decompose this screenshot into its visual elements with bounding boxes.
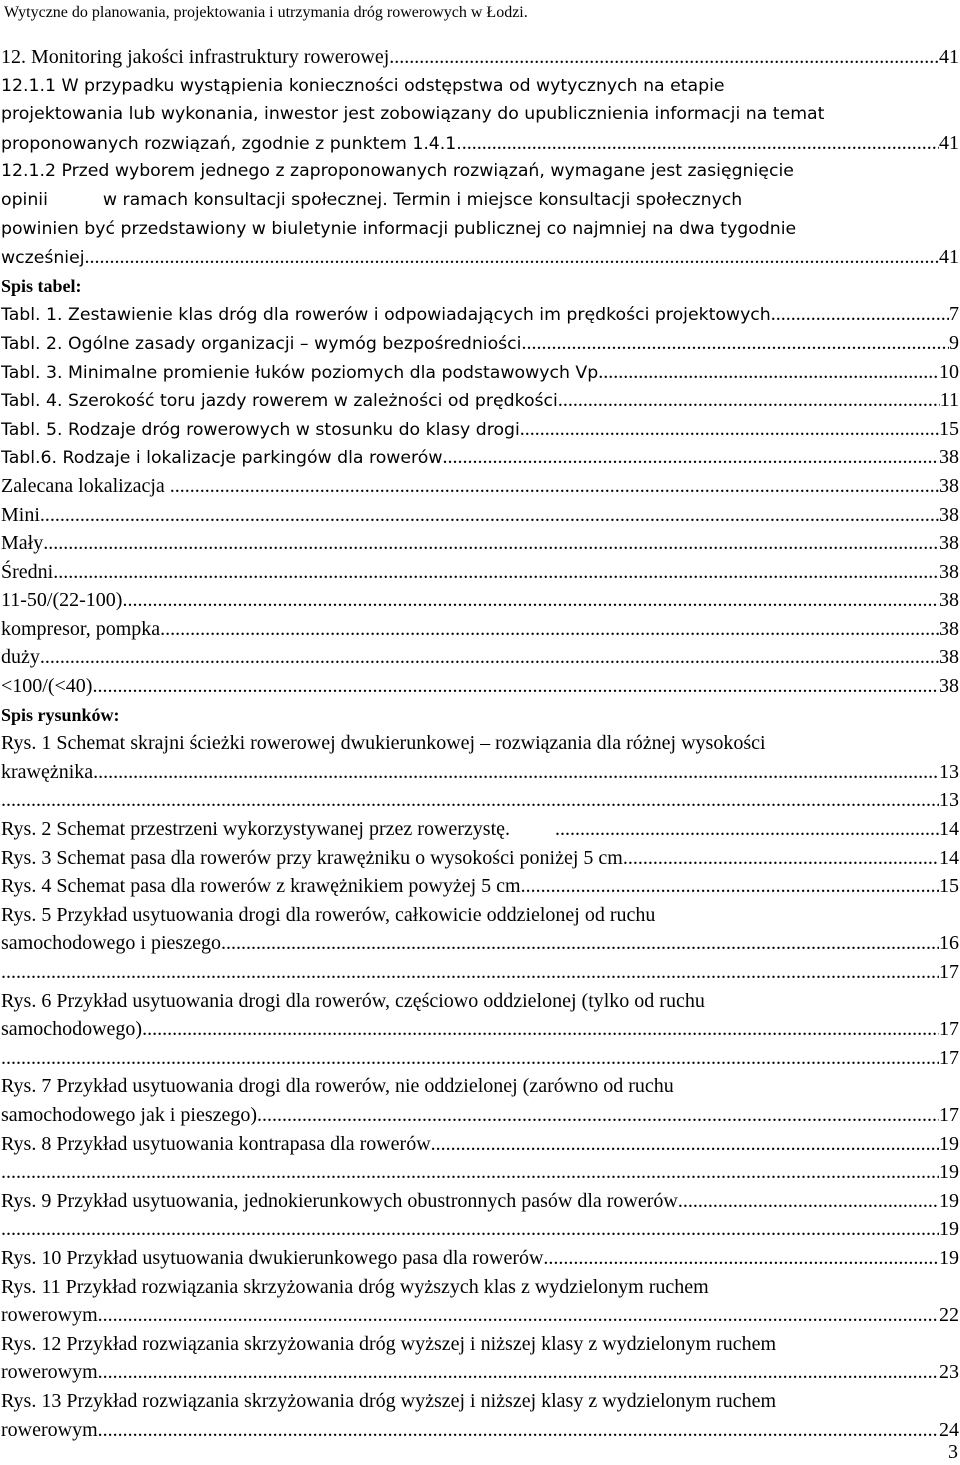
toc-dot-leader	[558, 386, 940, 415]
toc-entry-text: proponowanych rozwiązań, zgodnie z punktem 1.4.1.	[1, 133, 462, 154]
toc-entry[interactable]	[1, 1416, 959, 1445]
toc-entry-text: rowerowym	[1, 1304, 98, 1327]
toc-entry[interactable]	[1, 758, 959, 787]
toc-dot-leader	[160, 615, 939, 644]
toc-page-number: 14	[939, 846, 959, 869]
toc-dot-leader	[1, 1044, 939, 1073]
toc-dot-leader	[555, 815, 939, 844]
toc-entry[interactable]	[1, 129, 959, 158]
toc-page-number: 17	[939, 1046, 959, 1069]
toc-entry[interactable]	[1, 1015, 959, 1044]
toc-page-number: 16	[939, 932, 959, 955]
toc-page-number: 15	[939, 875, 959, 898]
toc-page-number: 22	[939, 1304, 959, 1327]
toc-entry-text: samochodowego)	[1, 1018, 143, 1041]
toc-dot-leader	[43, 529, 939, 558]
toc-entry[interactable]	[1, 558, 959, 587]
toc-page-number: 19	[939, 1218, 959, 1241]
toc-dot-leader	[1, 786, 939, 815]
toc-entry-text: Tabl. 4. Szerokość toru jazdy rowerem w zależności od prędkości	[1, 391, 558, 412]
toc-entry[interactable]	[1, 300, 959, 329]
toc-entry-text: Mini	[1, 503, 40, 526]
toc-entry[interactable]	[1, 1301, 959, 1330]
toc-entry[interactable]	[1, 958, 959, 987]
toc-page-number: 38	[939, 646, 959, 669]
toc-entry-text: projektowania lub wykonania, inwestor jest zobowiązany do upublicznienia informacji na temat	[1, 104, 825, 125]
toc-page-number: 9	[949, 331, 959, 354]
toc-entry-text: wcześniej	[1, 248, 85, 269]
toc-entry[interactable]	[1, 43, 959, 72]
toc-dot-leader	[142, 1015, 939, 1044]
toc-entry[interactable]	[1, 1358, 959, 1387]
toc-entry	[1, 987, 959, 1016]
toc-entry-text: 11-50/(22-100)	[1, 589, 123, 612]
toc-entry	[1, 215, 959, 244]
toc-dot-leader	[40, 501, 939, 530]
toc-entry	[1, 729, 959, 758]
toc-dot-leader	[1, 1158, 939, 1187]
toc-page-number: 38	[939, 474, 959, 497]
toc-entry[interactable]	[1, 643, 959, 672]
toc-entry[interactable]	[1, 501, 959, 530]
toc-page-number: 38	[939, 560, 959, 583]
toc-dot-leader	[462, 129, 939, 158]
toc-entry-text: opinii w ramach konsultacji społecznej. Termin i miejsce konsultacji społecznych	[1, 189, 743, 210]
toc-entry-text: Tabl. 2. Ogólne zasady organizacji – wymóg bezpośredniości	[1, 333, 522, 354]
toc-entry[interactable]	[1, 1158, 959, 1187]
toc-entry[interactable]	[1, 586, 959, 615]
toc-page-number: 15	[939, 417, 959, 440]
toc-entry[interactable]	[1, 815, 959, 844]
toc-page-number: 41	[939, 46, 959, 68]
toc-dot-leader	[221, 929, 939, 958]
toc-entry-text: Średni	[1, 560, 54, 583]
toc-page-number: 38	[939, 503, 959, 526]
toc-entry-text: 12.1.1 W przypadku wystąpienia konieczności odstępstwa od wytycznych na etapie	[1, 75, 725, 96]
toc-entry-text: rowerowym	[1, 1418, 98, 1441]
toc-page-number: 10	[939, 360, 959, 383]
toc-page-number: 13	[939, 789, 959, 812]
toc-entry[interactable]	[1, 329, 959, 358]
running-header: Wytyczne do planowania, projektowania i utrzymania dróg rowerowych w Łodzi.	[4, 4, 528, 21]
toc-entry-text: Tabl. 5. Rodzaje dróg rowerowych w stosunku do klasy drogi	[1, 419, 520, 440]
toc-entry-text: Tabl. 3. Minimalne promienie łuków poziomych dla podstawowych Vp	[1, 362, 599, 383]
toc-dot-leader	[85, 243, 939, 272]
toc-entry-text: 12.1.2 Przed wyborem jednego z zaproponowanych rozwiązań, wymagane jest zasięgnięcie	[1, 161, 794, 182]
toc-page-number: 17	[939, 1103, 959, 1126]
toc-dot-leader	[257, 1101, 939, 1130]
toc-entry[interactable]	[1, 844, 959, 873]
toc-entry-text: Rys. 12 Przykład rozwiązania skrzyżowania dróg wyższej i niższej klasy z wydzielonym ruchem	[1, 1332, 777, 1355]
toc-dot-leader	[53, 558, 939, 587]
toc-entry-text: 12. Monitoring jakości infrastruktury rowerowej	[1, 46, 390, 68]
toc-dot-leader	[93, 758, 939, 787]
toc-entry-text: Tabl.6. Rodzaje i lokalizacje parkingów dla rowerów	[1, 448, 443, 469]
toc-entry	[1, 901, 959, 930]
toc-dot-leader	[543, 1244, 939, 1273]
toc-entry-text: Rys. 3 Schemat pasa dla rowerów przy krawężniku o wysokości poniżej 5 cm	[1, 846, 623, 869]
toc-entry[interactable]	[1, 386, 959, 415]
toc-entry	[1, 1330, 959, 1359]
toc-entry[interactable]	[1, 529, 959, 558]
toc-entry	[1, 1387, 959, 1416]
toc-page-number: 38	[939, 446, 959, 469]
toc-entry-text: Rys. 9 Przykład usytuowania, jednokierunkowych obustronnych pasów dla rowerów	[1, 1189, 678, 1212]
toc-entry[interactable]	[1, 1187, 959, 1216]
toc-entry[interactable]	[1, 615, 959, 644]
toc-page-number: 19	[939, 1189, 959, 1212]
toc-dot-leader	[92, 672, 939, 701]
toc-entry-text: Rys. 2 Schemat przestrzeni wykorzystywanej przez rowerzystę.	[1, 818, 556, 841]
toc-entry-text: Rys. 7 Przykład usytuowania drogi dla rowerów, nie oddzielonej (zarówno od ruchu	[1, 1075, 674, 1098]
toc-page-number: 17	[939, 961, 959, 983]
toc-entry-text: kompresor, pompka	[1, 617, 161, 640]
toc-dot-leader	[98, 1301, 939, 1330]
toc-page-number: 11	[939, 389, 959, 412]
toc-page-number: 41	[939, 131, 959, 154]
toc-dot-leader	[520, 415, 939, 444]
toc-dot-leader	[678, 1187, 939, 1216]
toc-entry	[1, 1273, 959, 1302]
toc-dot-leader	[122, 586, 939, 615]
toc-entry-text: Rys. 6 Przykład usytuowania drogi dla rowerów, częściowo oddzielonej (tylko od ruchu	[1, 989, 705, 1012]
toc-dot-leader	[40, 643, 939, 672]
toc-entry-text: Spis rysunków:	[1, 704, 120, 725]
toc-entry[interactable]	[1, 443, 959, 472]
toc-entry-text: rowerowym	[1, 1361, 98, 1384]
toc-dot-leader	[521, 329, 949, 358]
toc-entry[interactable]	[1, 672, 959, 701]
toc-entry[interactable]	[1, 1215, 959, 1244]
toc-entry-text: Rys. 4 Schemat pasa dla rowerów z krawężnikiem powyżej 5 cm	[1, 875, 521, 898]
toc-dot-leader	[98, 1358, 939, 1387]
toc-entry-text: powinien być przedstawiony w biuletynie informacji publicznej co najmniej na dwa tygodnie	[1, 218, 797, 239]
toc-page-number: 38	[939, 589, 959, 612]
toc-entry-text: Zalecana lokalizacja	[1, 474, 170, 497]
toc-entry	[1, 157, 959, 186]
toc-entry[interactable]	[1, 872, 959, 901]
toc-entry[interactable]	[1, 243, 959, 272]
toc-dot-leader	[431, 1130, 939, 1159]
toc-page-number: 19	[939, 1161, 959, 1184]
toc-entry-text: Tabl. 1. Zestawienie klas dróg dla rowerów i odpowiadających im prędkości projektowych	[1, 305, 771, 326]
table-of-contents	[1, 43, 959, 1444]
toc-page-number: 19	[939, 1132, 959, 1155]
toc-entry[interactable]	[1, 1101, 959, 1130]
page-number: 3	[948, 1441, 958, 1463]
toc-entry	[1, 72, 959, 101]
toc-page-number: 38	[939, 617, 959, 640]
toc-entry-text: Rys. 11 Przykład rozwiązania skrzyżowania dróg wyższych klas z wydzielonym ruchem	[1, 1275, 709, 1298]
toc-entry-text: duży	[1, 646, 40, 669]
toc-entry[interactable]	[1, 1244, 959, 1273]
toc-dot-leader	[598, 358, 939, 387]
toc-entry-text: Spis tabel:	[1, 275, 82, 296]
toc-entry[interactable]	[1, 929, 959, 958]
toc-entry-text: Rys. 13 Przykład rozwiązania skrzyżowania dróg wyższej i niższej klasy z wydzielonym ruchem	[1, 1389, 777, 1412]
toc-entry[interactable]	[1, 786, 959, 815]
toc-dot-leader	[98, 1416, 939, 1445]
toc-entry	[1, 100, 959, 129]
toc-page-number: 38	[939, 532, 959, 555]
toc-entry	[1, 272, 959, 301]
toc-page-number: 23	[939, 1361, 959, 1384]
toc-entry-text: Rys. 10 Przykład usytuowania dwukierunkowego pasa dla rowerów	[1, 1246, 544, 1269]
toc-dot-leader	[521, 872, 939, 901]
toc-page-number: 14	[939, 818, 959, 841]
toc-entry[interactable]	[1, 472, 959, 501]
toc-entry-text: samochodowego i pieszego	[1, 932, 221, 955]
toc-entry-text: Rys. 5 Przykład usytuowania drogi dla rowerów, całkowicie oddzielonej od ruchu	[1, 903, 656, 926]
toc-dot-leader	[389, 43, 939, 72]
toc-entry[interactable]	[1, 1044, 959, 1073]
toc-dot-leader	[443, 443, 940, 472]
toc-page-number: 17	[939, 1018, 959, 1041]
toc-entry-text: Rys. 1 Schemat skrajni ścieżki rowerowej dwukierunkowej – rozwiązania dla różnej wysokości	[1, 732, 766, 755]
toc-dot-leader	[1, 1215, 939, 1244]
toc-entry-text: samochodowego jak i pieszego)	[1, 1103, 258, 1126]
toc-entry	[1, 186, 959, 215]
toc-entry-text: Mały	[1, 532, 44, 555]
toc-dot-leader	[771, 300, 949, 329]
toc-page-number: 19	[939, 1246, 959, 1269]
toc-page-number: 7	[949, 303, 959, 326]
toc-entry[interactable]	[1, 415, 959, 444]
toc-entry-text: krawężnika	[1, 760, 94, 783]
toc-page-number: 38	[939, 675, 959, 698]
toc-entry[interactable]	[1, 1130, 959, 1159]
toc-entry-text: Rys. 8 Przykład usytuowania kontrapasa dla rowerów	[1, 1132, 431, 1155]
toc-dot-leader	[623, 844, 939, 873]
toc-page-number: 41	[939, 246, 959, 269]
toc-page-number: 24	[939, 1418, 959, 1441]
toc-page-number: 13	[939, 760, 959, 783]
toc-dot-leader	[1, 958, 939, 987]
toc-entry	[1, 701, 959, 730]
toc-entry-text: <100/(<40)	[1, 675, 93, 698]
toc-entry	[1, 1072, 959, 1101]
toc-dot-leader	[170, 472, 939, 501]
toc-entry[interactable]	[1, 358, 959, 387]
